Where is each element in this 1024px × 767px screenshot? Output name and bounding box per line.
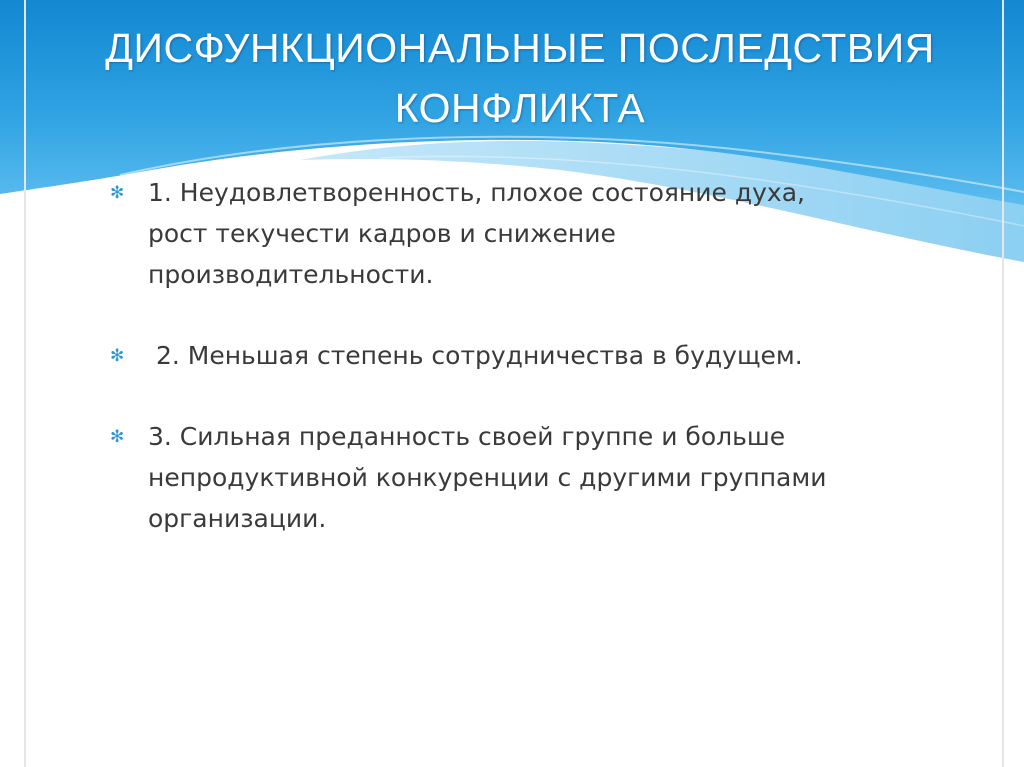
asterisk-bullet-icon: ✻	[110, 183, 125, 203]
bullet-3-line-2: непродуктивной конкуренции с другими группами	[148, 463, 827, 492]
bullet-2-line-1: 2. Меньшая степень сотрудничества в будущем.	[148, 341, 803, 370]
bullet-3-line-3: организации.	[148, 504, 327, 533]
bullet-item-3	[110, 416, 970, 539]
bullet-1-line-3: производительности.	[148, 260, 434, 289]
bullet-list	[110, 172, 970, 579]
right-border-line	[1002, 0, 1004, 767]
bullet-item-1	[110, 172, 970, 295]
left-border-line	[24, 0, 26, 767]
bullet-item-2	[110, 335, 970, 376]
asterisk-bullet-icon: ✻	[110, 427, 125, 447]
asterisk-bullet-icon: ✻	[110, 346, 125, 366]
slide-title	[60, 18, 980, 138]
bullet-1-line-1: 1. Неудовлетворенность, плохое состояние духа,	[148, 178, 805, 207]
bullet-1-line-2: рост текучести кадров и снижение	[148, 219, 616, 248]
slide-title-line-2: КОНФЛИКТА	[394, 85, 646, 131]
slide-title-line-1: ДИСФУНКЦИОНАЛЬНЫЕ ПОСЛЕДСТВИЯ	[105, 25, 935, 71]
bullet-3-line-1: 3. Сильная преданность своей группе и больше	[148, 422, 786, 451]
